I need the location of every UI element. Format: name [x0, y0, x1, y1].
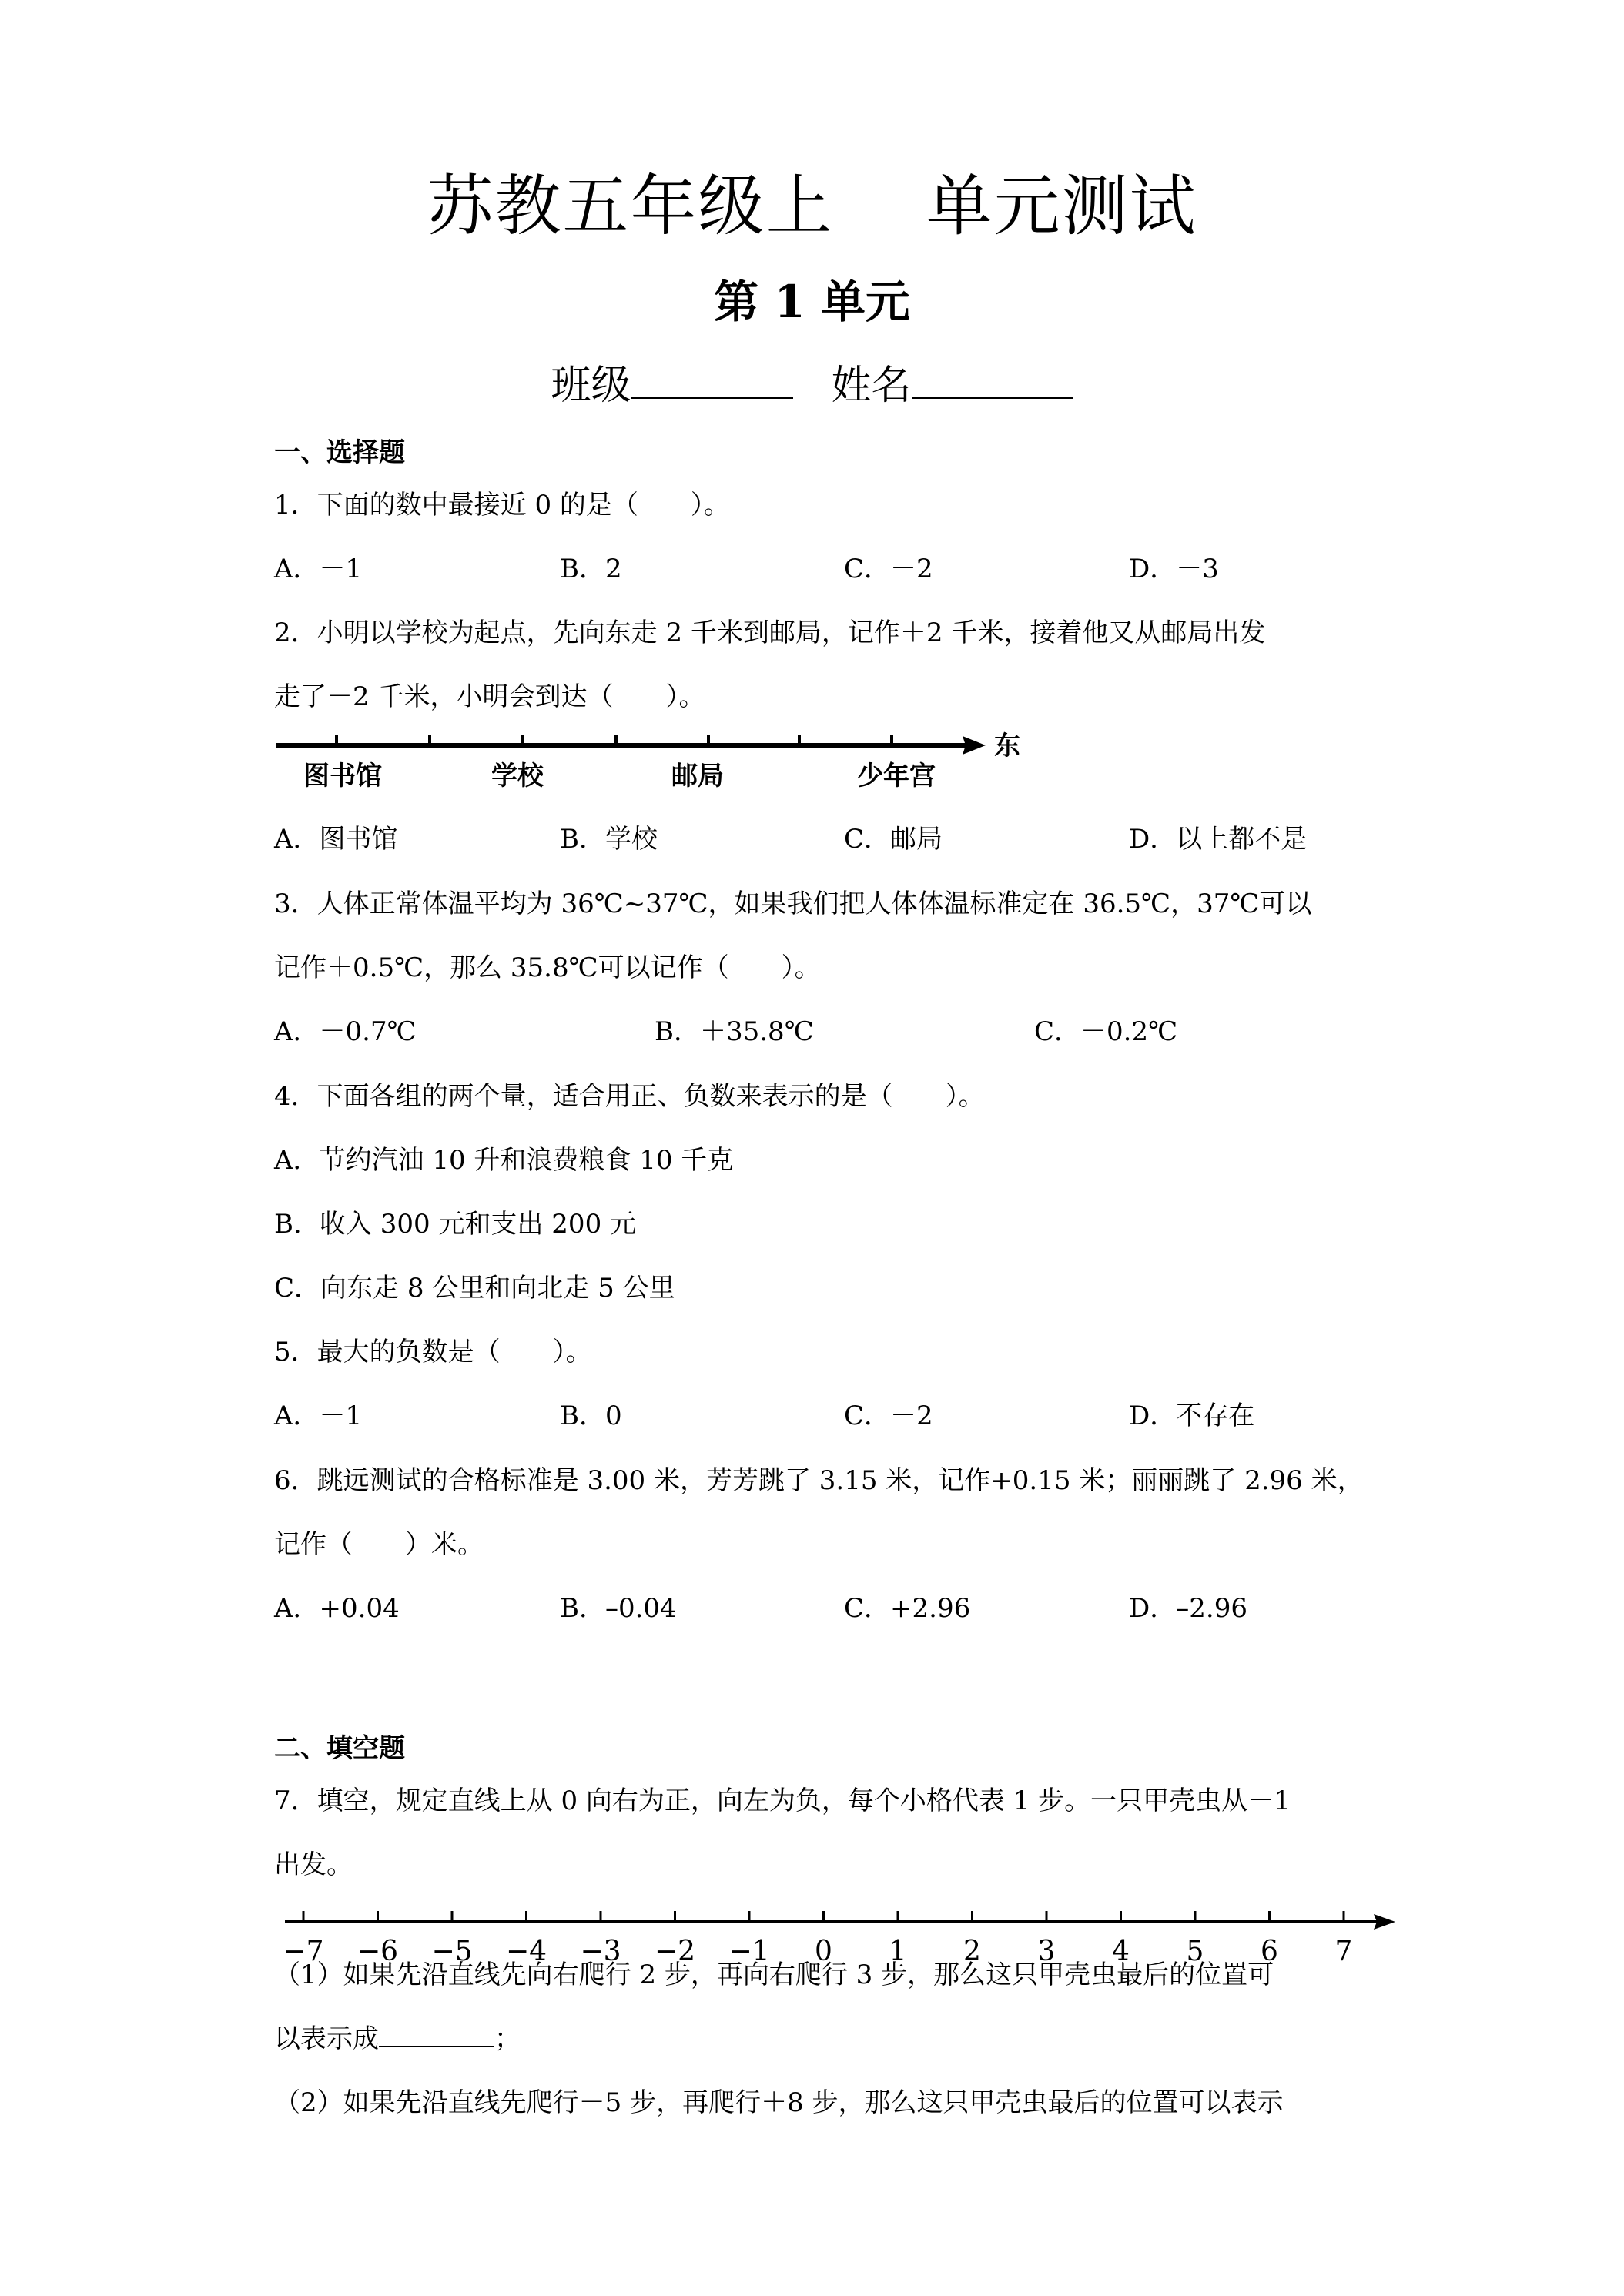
- title-left: 苏教五年级上: [427, 168, 834, 245]
- q6-stem-line1: 6．跳远测试的合格标准是 3.00 米，芳芳跳了 3.15 米，记作+0.15 米；丽丽跳了 2.96 米，: [274, 1465, 1364, 1496]
- number-line-label: −6: [357, 1936, 399, 1967]
- q1-option-d[interactable]: D．－3: [1129, 554, 1219, 584]
- q7-part1-suffix: ；: [494, 2023, 521, 2054]
- q3-stem-line2: 记作＋0.5℃，那么 35.8℃可以记作（ ）。: [274, 952, 821, 983]
- number-line-label: −7: [283, 1936, 324, 1967]
- q2-stem-line1: 2．小明以学校为起点，先向东走 2 千米到邮局，记作＋2 千米，接着他又从邮局出发: [274, 618, 1266, 648]
- number-line-label: −3: [580, 1936, 621, 1967]
- label-east: 东: [994, 731, 1020, 761]
- q2-option-a[interactable]: A．图书馆: [274, 824, 398, 855]
- q6-option-c[interactable]: C．+2.96: [844, 1593, 971, 1624]
- q6-option-d[interactable]: D．–2.96: [1129, 1593, 1247, 1624]
- number-line-label: −1: [728, 1936, 770, 1967]
- q2-route-diagram: [270, 716, 1055, 801]
- label-library: 图书馆: [303, 761, 382, 792]
- class-label: 班级: [551, 363, 631, 409]
- number-line-label: 6: [1261, 1936, 1278, 1967]
- number-line-label: 0: [815, 1936, 832, 1967]
- q7-stem-line1: 7．填空，规定直线上从 0 向右为正，向左为负，每个小格代表 1 步。一只甲壳虫从－1: [274, 1786, 1291, 1816]
- q6-option-b[interactable]: B．–0.04: [560, 1593, 677, 1624]
- q7-part1-line1: （1）如果先沿直线先向右爬行 2 步，再向右爬行 3 步，那么这只甲壳虫最后的位置可: [274, 1960, 1274, 1990]
- label-youth-palace: 少年宫: [857, 761, 936, 792]
- q5-option-a[interactable]: A．－1: [274, 1401, 363, 1431]
- label-post-office: 邮局: [671, 761, 724, 792]
- number-line-label: 2: [963, 1936, 981, 1967]
- number-line-label: −4: [505, 1936, 547, 1967]
- section-heading-fill: 二、填空题: [274, 1733, 405, 1764]
- number-line-label: 4: [1112, 1936, 1130, 1967]
- label-school: 学校: [491, 761, 544, 792]
- q3-option-a[interactable]: A．－0.7℃: [274, 1016, 417, 1047]
- number-line-label: −2: [654, 1936, 696, 1967]
- q7-part1-answer-blank[interactable]: [379, 2023, 494, 2047]
- q7-part2-line1: （2）如果先沿直线先爬行－5 步，再爬行＋8 步，那么这只甲壳虫最后的位置可以表示: [274, 2087, 1284, 2118]
- q4-option-b[interactable]: B．收入 300 元和支出 200 元: [274, 1209, 637, 1240]
- q1-option-a[interactable]: A．－1: [274, 554, 363, 584]
- name-label: 姓名: [831, 363, 912, 409]
- q5-stem: 5．最大的负数是（ ）。: [274, 1337, 592, 1367]
- q4-option-a[interactable]: A．节约汽油 10 升和浪费粮食 10 千克: [274, 1145, 734, 1176]
- q7-part1-prefix: 以表示成: [274, 2023, 379, 2054]
- q3-stem-line1: 3．人体正常体温平均为 36℃~37℃，如果我们把人体体温标准定在 36.5℃，37℃可以: [274, 889, 1312, 919]
- q4-option-c[interactable]: C．向东走 8 公里和向北走 5 公里: [274, 1273, 675, 1304]
- q2-stem-line2: 走了－2 千米，小明会到达（ ）。: [274, 681, 705, 712]
- q6-option-a[interactable]: A．+0.04: [274, 1593, 400, 1624]
- student-info-line: [0, 353, 1624, 410]
- q1-stem: 1．下面的数中最接近 0 的是（ ）。: [274, 490, 730, 520]
- q1-option-b[interactable]: B．2: [560, 554, 622, 584]
- number-line-label: 1: [889, 1936, 907, 1967]
- q2-option-b[interactable]: B．学校: [560, 824, 658, 855]
- q5-option-d[interactable]: D．不存在: [1129, 1401, 1255, 1431]
- q4-stem: 4．下面各组的两个量，适合用正、负数来表示的是（ ）。: [274, 1081, 985, 1112]
- number-line-label: −5: [431, 1936, 473, 1967]
- class-blank[interactable]: [631, 361, 793, 399]
- number-line-label: 7: [1334, 1936, 1353, 1967]
- q7-stem-line2: 出发。: [274, 1849, 353, 1880]
- number-line-label: 3: [1037, 1936, 1056, 1967]
- number-line-arrow: [1374, 1914, 1395, 1930]
- title-right: 单元测试: [926, 168, 1197, 245]
- q3-option-c[interactable]: C．－0.2℃: [1034, 1016, 1178, 1047]
- q3-option-b[interactable]: B．＋35.8℃: [655, 1016, 814, 1047]
- unit-subtitle: 第 1 单元: [714, 276, 910, 328]
- number-line-label: 5: [1186, 1936, 1204, 1967]
- q5-option-b[interactable]: B．0: [560, 1401, 622, 1431]
- name-blank[interactable]: [912, 361, 1073, 399]
- section-heading-choice: 一、选择题: [274, 437, 405, 468]
- q1-option-c[interactable]: C．－2: [844, 554, 933, 584]
- q7-part1-line2: [274, 2017, 521, 2055]
- q6-stem-line2: 记作（ ）米。: [274, 1529, 484, 1560]
- q5-option-c[interactable]: C．－2: [844, 1401, 933, 1431]
- route-arrow: [963, 736, 986, 755]
- q2-option-d[interactable]: D．以上都不是: [1129, 824, 1308, 855]
- page-title: [0, 152, 1624, 248]
- q2-option-c[interactable]: C．邮局: [844, 824, 943, 855]
